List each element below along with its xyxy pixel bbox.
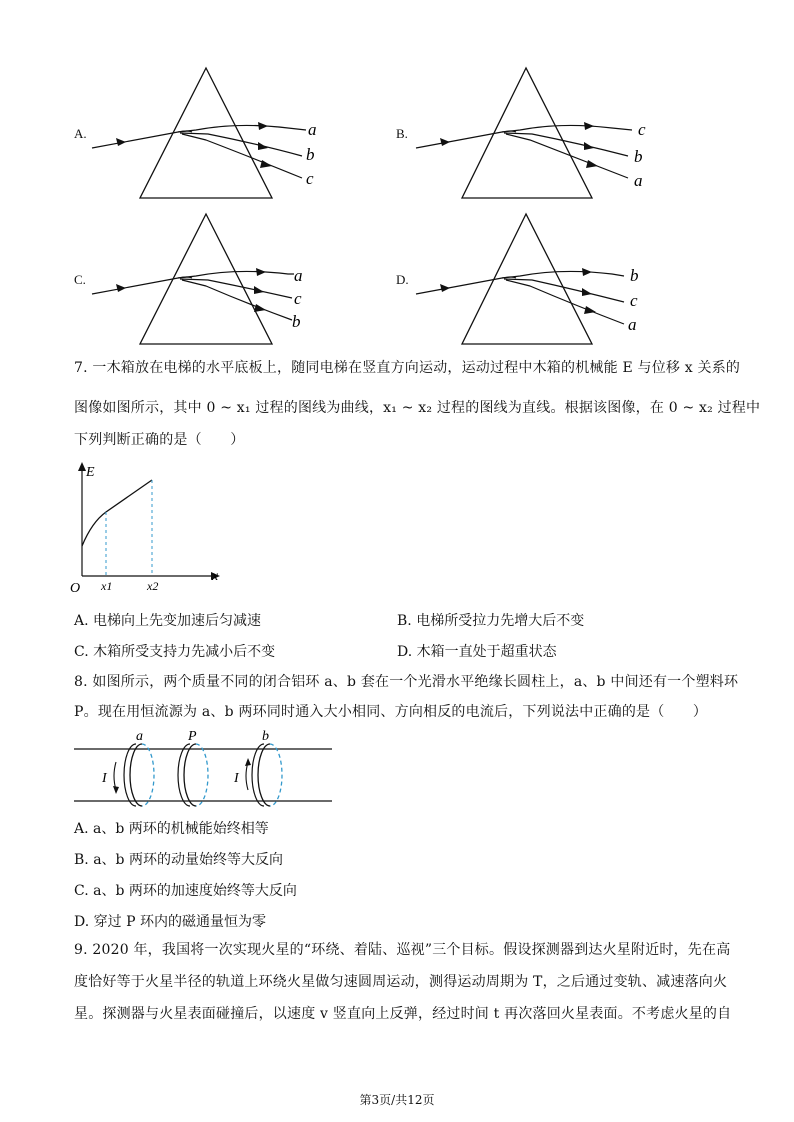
q8-choice-b: B. a、b 两环的动量始终等大反向 — [74, 852, 283, 868]
ray-label: b — [634, 147, 643, 166]
current-right-label: I — [234, 771, 239, 786]
prism-diagram-b — [412, 60, 662, 205]
option-a-label: A. — [74, 126, 87, 141]
energy-displacement-graph — [64, 460, 234, 596]
rings-on-cylinder-diagram — [70, 724, 340, 810]
graph-y-label: E — [86, 465, 95, 480]
prism-diagram-c — [88, 206, 338, 351]
ray-label: b — [630, 266, 639, 285]
q8-choice-c: C. a、b 两环的加速度始终等大反向 — [74, 883, 297, 899]
page-number: 第3页/共12页 — [359, 1093, 435, 1107]
ray-label: a — [294, 266, 303, 285]
option-d-label: D. — [396, 272, 409, 287]
graph-origin-label: O — [70, 581, 81, 596]
ray-label: c — [294, 289, 302, 308]
ring-b-label: b — [262, 729, 269, 744]
ray-label: b — [292, 312, 301, 331]
option-c-label: C. — [74, 272, 86, 287]
graph-x1-label: x1 — [101, 579, 113, 593]
prism-diagram-d — [412, 206, 662, 351]
question-9-line: 度恰好等于火星半径的轨道上环绕火星做匀速圆周运动，测得运动周期为 T，之后通过变轨、减速落向火 — [74, 974, 728, 990]
q7-choice-a: A. 电梯向上先变加速后匀减速 — [74, 613, 262, 629]
ray-label: a — [634, 171, 643, 190]
question-8-line: 8. 如图所示，两个质量不同的闭合铝环 a、b 套在一个光滑水平绝缘长圆柱上，a、b 中间还有一个塑料环 — [74, 674, 739, 690]
question-8-line: P。现在用恒流源为 a、b 两环同时通入大小相同、方向相反的电流后，下列说法中正确的是（ ） — [74, 704, 708, 720]
ray-label: c — [638, 120, 646, 139]
question-7-line: 7. 一木箱放在电梯的水平底板上，随同电梯在竖直方向运动，运动过程中木箱的机械能 E 与位移 x 关系的 — [74, 360, 741, 376]
question-7-line: 下列判断正确的是（ ） — [74, 432, 245, 448]
prism-diagram-a — [88, 60, 338, 205]
option-b-label: B. — [396, 126, 408, 141]
q8-choice-d: D. 穿过 P 环内的磁通量恒为零 — [74, 914, 266, 930]
question-7-line: 图像如图所示，其中 0 ~ x₁ 过程的图线为曲线，x₁ ~ x₂ 过程的图线为直线。根据该图像，在 0 ~ x₂ 过程中 — [74, 400, 761, 416]
current-left-label: I — [102, 771, 107, 786]
question-9-line: 9. 2020 年，我国将一次实现火星的“环绕、着陆、巡视”三个目标。假设探测器到达火星附近时，先在高 — [74, 942, 731, 958]
q7-choice-c: C. 木箱所受支持力先减小后不变 — [74, 644, 276, 660]
ring-p-label: P — [188, 729, 197, 744]
ray-label: b — [306, 145, 315, 164]
ring-a-label: a — [136, 729, 143, 744]
q7-choice-d: D. 木箱一直处于超重状态 — [397, 644, 557, 660]
ray-label: a — [308, 120, 317, 139]
ray-label: a — [628, 315, 637, 334]
graph-x-label: x — [212, 569, 219, 584]
q7-choice-b: B. 电梯所受拉力先增大后不变 — [397, 613, 585, 629]
graph-x2-label: x2 — [147, 579, 159, 593]
q8-choice-a: A. a、b 两环的机械能始终相等 — [74, 821, 269, 837]
ray-label: c — [306, 169, 314, 188]
ray-label: c — [630, 291, 638, 310]
question-9-line: 星。探测器与火星表面碰撞后，以速度 v 竖直向上反弹，经过时间 t 再次落回火星表面。不考虑火星的自 — [74, 1006, 732, 1022]
